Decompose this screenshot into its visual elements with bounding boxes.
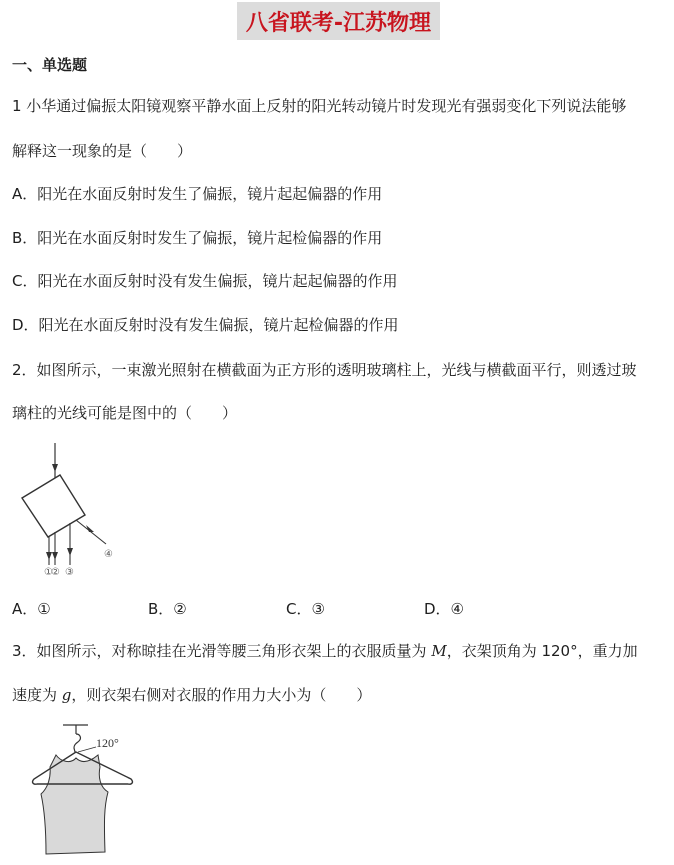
question-2-option-b[interactable]: B．② [148, 600, 187, 618]
question-2-option-c[interactable]: C．③ [286, 600, 325, 618]
question-2-option-d[interactable]: D．④ [424, 600, 464, 618]
section-title: 一、单选题 [12, 56, 88, 74]
question-3-stem-line1 [12, 641, 638, 661]
question-2-options [12, 598, 612, 618]
question-3-stem-line2 [12, 685, 371, 705]
angle-label: 120° [96, 736, 119, 750]
ray-label-2: ② [51, 567, 60, 578]
ray-label-3: ③ [65, 567, 74, 578]
question-2-stem-line1: 2．如图所示，一束激光照射在横截面为正方形的透明玻璃柱上，光线与横截面平行，则透过玻 [12, 361, 637, 379]
question-2-option-a[interactable]: A．① [12, 600, 51, 618]
question-1-option-c[interactable]: C．阳光在水面反射时没有发生偏振，镜片起起偏器的作用 [12, 272, 398, 290]
title-banner [237, 2, 440, 40]
clothes-hanger-diagram [28, 722, 138, 865]
glass-prism-diagram [10, 440, 130, 585]
question-2-stem-line2: 璃柱的光线可能是图中的（ ） [12, 404, 238, 422]
mass-variable: M [431, 642, 447, 660]
question-1-option-d[interactable]: D．阳光在水面反射时没有发生偏振，镜片起检偏器的作用 [12, 316, 399, 334]
question-3-stem-part-c: 速度为 [12, 686, 62, 704]
page-title: 八省联考-江苏物理 [245, 10, 432, 36]
square-cross-section [22, 475, 85, 537]
ray-label-4: ④ [104, 549, 113, 560]
question-1-stem-line2: 解释这一现象的是（ ） [12, 142, 193, 160]
question-3-stem-part-d: ，则衣架右侧对衣服的作用力大小为（ ） [71, 686, 372, 704]
question-3-stem-part-a: 3．如图所示，对称晾挂在光滑等腰三角形衣架上的衣服质量为 [12, 642, 432, 660]
question-1-option-a[interactable]: A．阳光在水面反射时发生了偏振，镜片起起偏器的作用 [12, 185, 383, 203]
question-1-stem-line1: 1 小华通过偏振太阳镜观察平静水面上反射的阳光转动镜片时发现光有强弱变化下列说法能够 [12, 97, 627, 115]
ray-label-1: ① [44, 567, 53, 578]
question-1-option-b[interactable]: B．阳光在水面反射时发生了偏振，镜片起检偏器的作用 [12, 229, 383, 247]
question-3-stem-part-b: ，衣架顶角为 120°，重力加 [446, 642, 638, 660]
gravity-variable: g [61, 686, 72, 704]
